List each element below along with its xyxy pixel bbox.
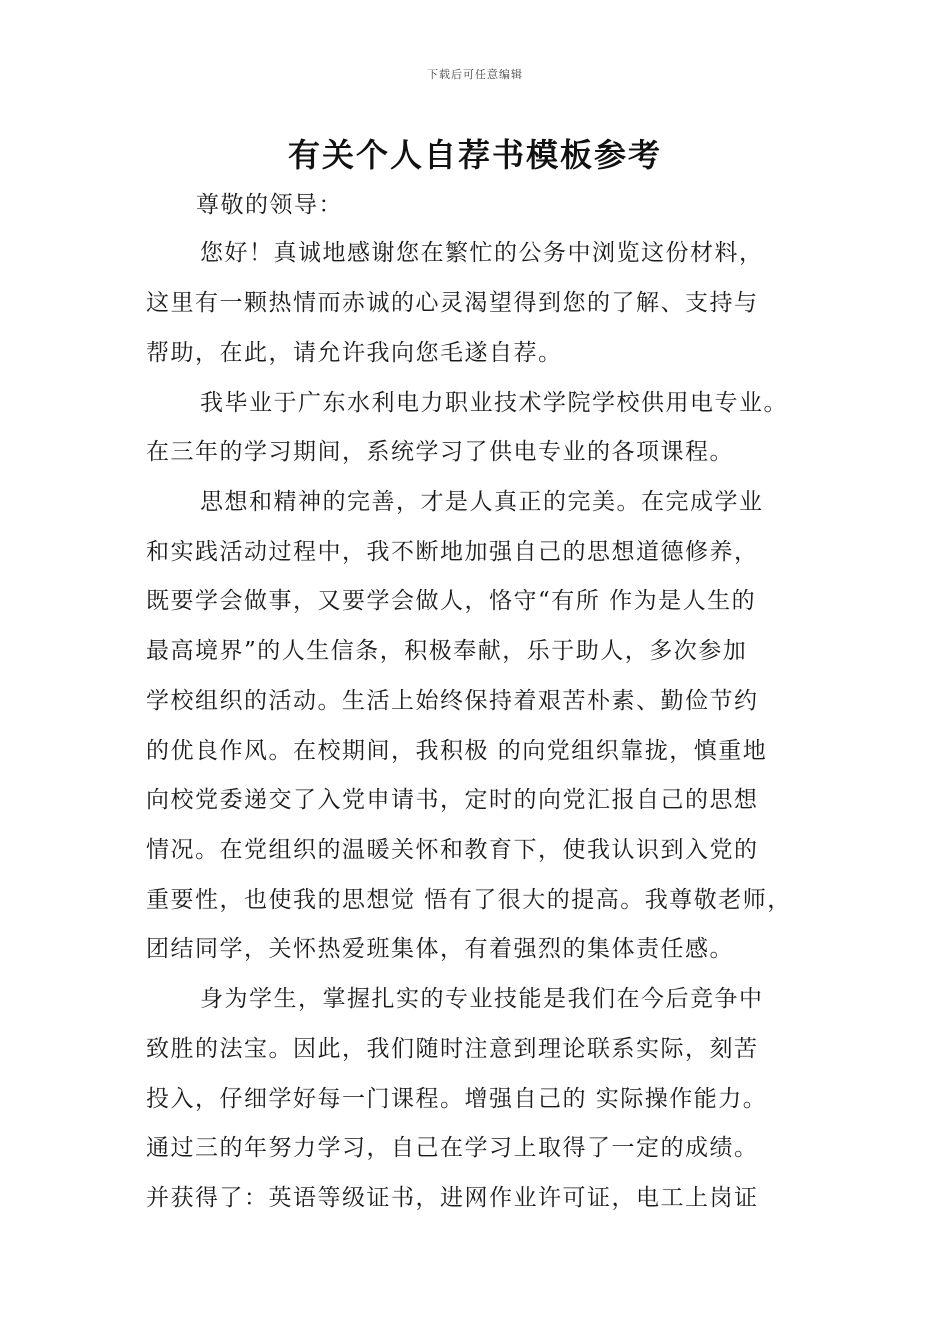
body-line: 学校组织的活动。生活上始终保持着艰苦朴素、勤俭节约 [146,688,759,714]
body-line: 在三年的学习期间，系统学习了供电专业的各项课程。 [146,439,734,465]
body-line: 既要学会做事，又要学会做人，恪守“有所 作为是人生的 [146,588,757,614]
body-line: 帮助，在此，请允许我向您毛遂自荐。 [146,340,563,366]
body-line: 通过三的年努力学习，自己在学习上取得了一定的成绩。 [146,1135,759,1161]
body-line: 情况。在党组织的温暖关怀和教育下，使我认识到入党的 [146,837,759,863]
body-line: 和实践活动过程中，我不断地加强自己的思想道德修养， [146,539,759,565]
body-line: 身为学生，掌握扎实的专业技能是我们在今后竞争中 [200,986,764,1012]
body-line: 思想和精神的完善，才是人真正的完美。在完成学业 [200,489,764,515]
body-line: 这里有一颗热情而赤诚的心灵渴望得到您的了解、支持与 [146,290,759,316]
body-line: 向校党委递交了入党申请书，定时的向党汇报自己的思想 [146,787,759,813]
body-line: 最高境界”的人生信条，积极奉献，乐于助人，多次参加 [146,638,748,664]
body-line: 的优良作风。在校期间，我积极 的向党组织靠拢，慎重地 [146,738,768,764]
body-line: 团结同学，关怀热爱班集体，有着强烈的集体责任感。 [146,936,734,962]
body-line: 您好！真诚地感谢您在繁忙的公务中浏览这份材料， [200,240,764,266]
header-note: 下载后可任意编辑 [427,68,523,81]
body-line: 致胜的法宝。因此，我们随时注意到理论联系实际，刻苦 [146,1036,759,1062]
document-title: 有关个人自荐书模板参考 [287,136,662,174]
body-line: 投入，仔细学好每一门课程。增强自己的 实际操作能力。 [146,1086,768,1112]
salutation: 尊敬的领导： [196,192,343,218]
body-line: 重要性，也使我的思想觉 悟有了很大的提高。我尊敬老师， [146,887,792,913]
body-line: 我毕业于广东水利电力职业技术学院学校供用电专业。 [200,390,788,416]
body-line: 并获得了：英语等级证书，进网作业许可证，电工上岗证 [146,1185,759,1211]
